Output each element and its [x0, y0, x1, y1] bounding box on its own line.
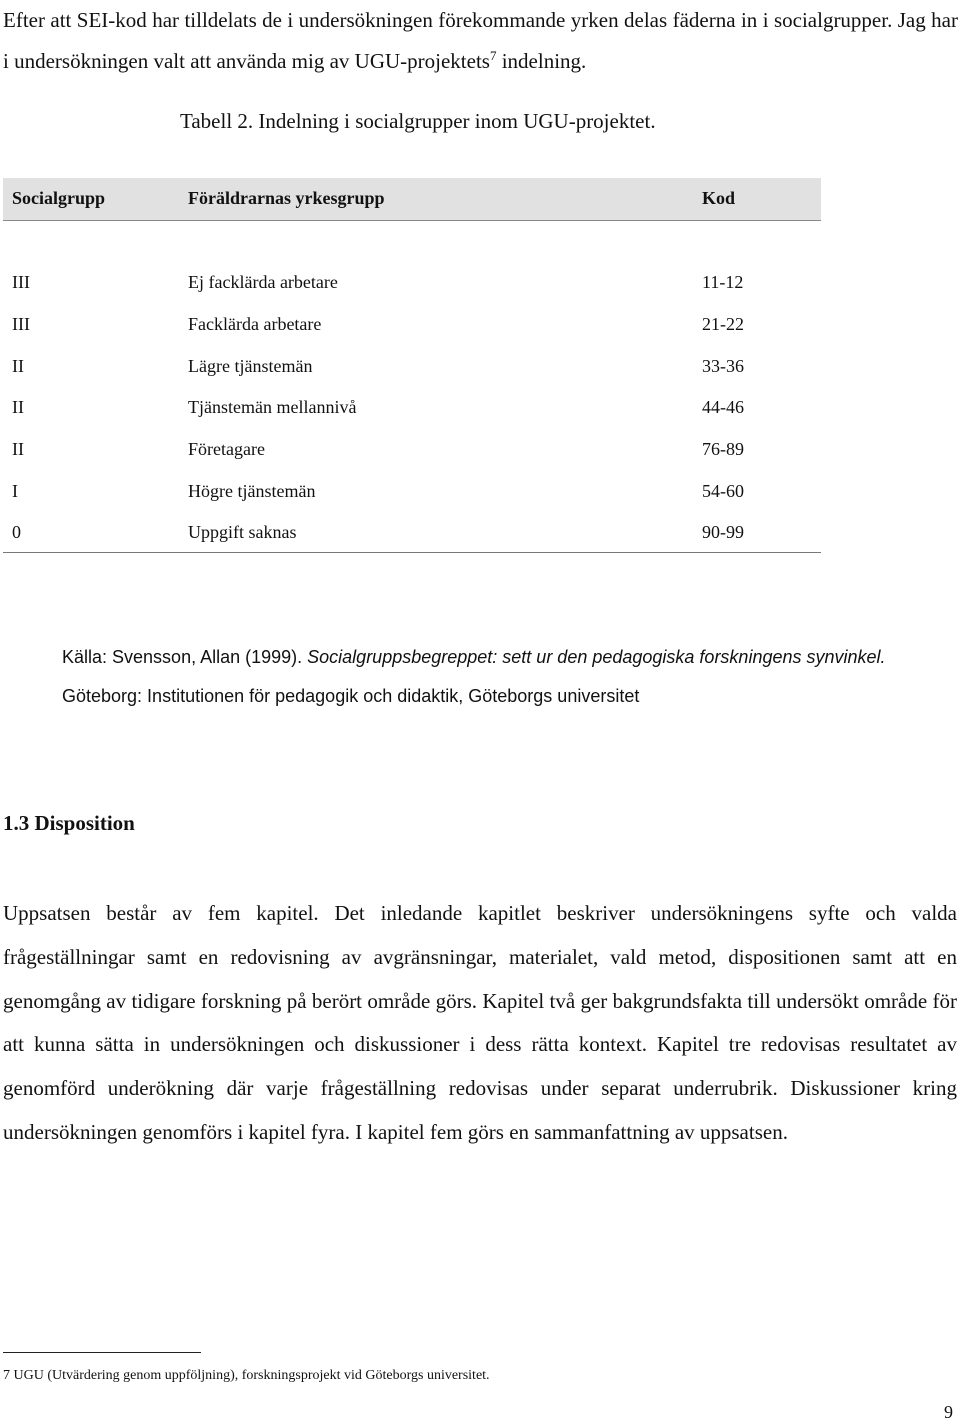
footnote-ref: 7: [489, 48, 497, 63]
cell-kod: 54-60: [702, 481, 744, 501]
cell-socialgrupp: I: [12, 481, 18, 501]
cell-socialgrupp: II: [12, 397, 24, 417]
cell-socialgrupp: II: [12, 356, 24, 376]
source-prefix: Källa: Svensson, Allan (1999).: [62, 647, 308, 667]
table-bottom-rule: [3, 552, 821, 553]
table-row: [3, 356, 821, 386]
header-kod: Kod: [702, 188, 736, 208]
cell-kod: 21-22: [702, 314, 744, 334]
cell-kod: 33-36: [702, 356, 744, 376]
cell-yrkesgrupp: Lägre tjänstemän: [188, 356, 313, 376]
footnote: 7 UGU (Utvärdering genom uppföljning), forskningsprojekt vid Göteborgs universitet.: [3, 1368, 490, 1383]
table-row: [3, 314, 821, 344]
cell-yrkesgrupp: Facklärda arbetare: [188, 314, 322, 334]
cell-yrkesgrupp: Ej facklärda arbetare: [188, 272, 338, 292]
cell-socialgrupp: III: [12, 314, 30, 334]
cell-socialgrupp: II: [12, 439, 24, 459]
table-source: [62, 638, 952, 716]
table-row: [3, 439, 821, 469]
section-heading: 1.3 Disposition: [3, 811, 135, 835]
table-row: [3, 481, 821, 511]
footnote-separator: [3, 1352, 201, 1353]
intro-paragraph: [3, 0, 958, 82]
cell-kod: 11-12: [702, 272, 744, 292]
cell-socialgrupp: 0: [12, 522, 21, 542]
cell-yrkesgrupp: Högre tjänstemän: [188, 481, 316, 501]
cell-kod: 76-89: [702, 439, 744, 459]
table-caption: Tabell 2. Indelning i socialgrupper inom UGU-projektet.: [180, 109, 656, 133]
table-row: [3, 522, 821, 552]
intro-text-end: indelning.: [496, 49, 587, 73]
cell-yrkesgrupp: Uppgift saknas: [188, 522, 297, 542]
header-socialgrupp: Socialgrupp: [12, 188, 106, 208]
cell-kod: 44-46: [702, 397, 744, 417]
header-yrkesgrupp: Föräldrarnas yrkesgrupp: [188, 188, 385, 208]
cell-yrkesgrupp: Företagare: [188, 439, 265, 459]
cell-kod: 90-99: [702, 522, 744, 542]
table-row: [3, 397, 821, 427]
section-paragraph: Uppsatsen består av fem kapitel. Det inledande kapitlet beskriver undersökningens syfte och valda frågeställningar samt en redovisning av avgränsningar, materialet, vald metod, dispositionen samt att en genomgång av tidigare forskning på berört område görs. Kapitel två ger bakgrundsfakta till undersökt område för att kunna sätta in undersökningen och diskussioner i dess rätta kontext. Kapitel tre redovisas resultatet av genomförd underökning där varje frågeställning redovisas under separat underrubrik. Diskussioner kring undersökningen genomförs i kapitel fyra. I kapitel fem görs en sammanfattning av uppsatsen.: [3, 901, 957, 1144]
table-header: [3, 178, 821, 221]
cell-socialgrupp: III: [12, 272, 30, 292]
intro-text: Efter att SEI-kod har tilldelats de i undersökningen förekommande yrken delas fäderna in i socialgrupper. Jag har i undersökningen valt att använda mig av UGU-projektets: [3, 8, 958, 73]
source-publisher: Göteborg: Institutionen för pedagogik och didaktik, Göteborgs universitet: [62, 686, 640, 706]
source-title: Socialgruppsbegreppet: sett ur den pedagogiska forskningens synvinkel.: [307, 647, 886, 667]
page-number: 9: [944, 1402, 953, 1422]
cell-yrkesgrupp: Tjänstemän mellannivå: [188, 397, 357, 417]
table-row: [3, 272, 821, 302]
